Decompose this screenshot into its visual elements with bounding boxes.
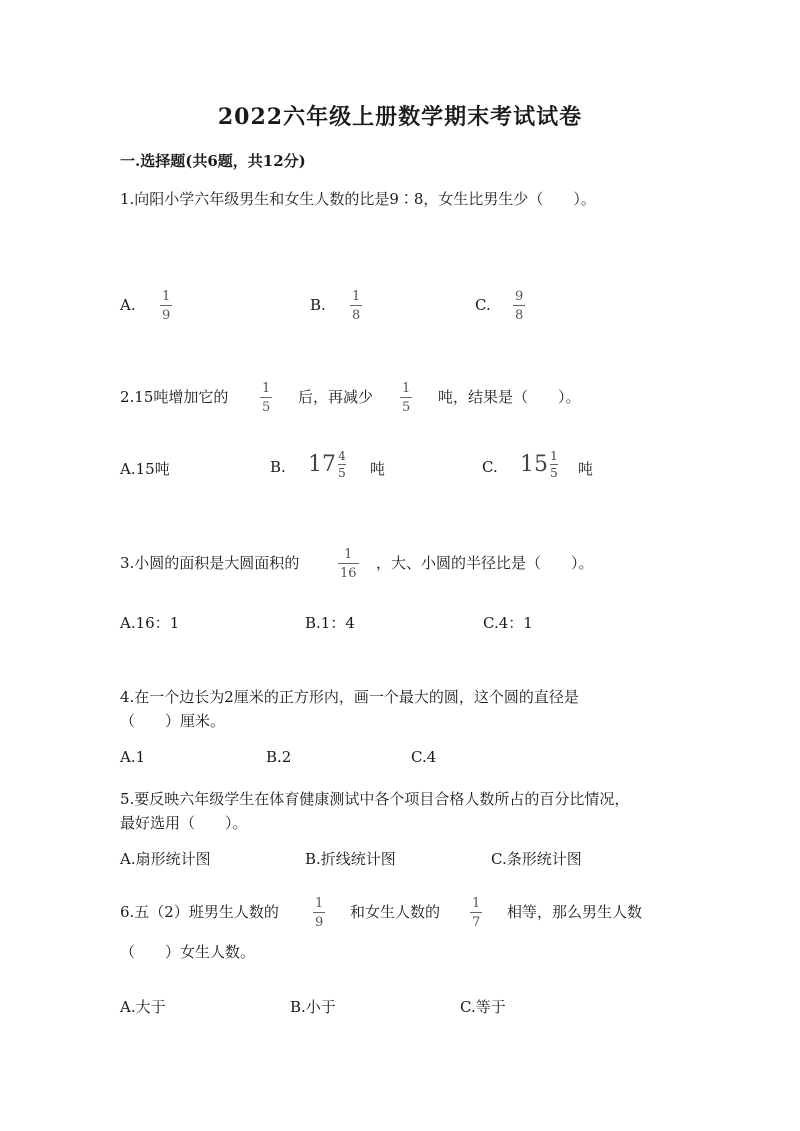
question-6-stem-line-2: （ ）女生人数。	[120, 943, 256, 961]
q6-fraction-2	[470, 897, 482, 929]
denominator: 8	[515, 308, 524, 323]
question-5-stem-line-1: 5.要反映六年级学生在体育健康测试中各个项目合格人数所占的百分比情况，	[120, 790, 630, 808]
numerator: 1	[550, 449, 558, 463]
numerator: 1	[262, 381, 271, 396]
question-2-stem-start: 2.15吨增加它的	[120, 388, 229, 406]
q2-fraction-2	[400, 382, 412, 414]
question-3-stem-start: 3.小圆的面积是大圆面积的	[120, 554, 300, 572]
denominator: 5	[338, 466, 346, 480]
q2-option-b-label[interactable]: B.	[270, 458, 286, 476]
q5-option-b[interactable]: B.折线统计图	[305, 850, 396, 868]
fraction-part	[550, 450, 558, 479]
denominator: 5	[550, 466, 558, 480]
q2-option-b-unit: 吨	[370, 460, 386, 478]
q2-option-c-unit: 吨	[578, 460, 594, 478]
denominator: 7	[472, 915, 481, 930]
numerator: 1	[352, 289, 361, 304]
question-4-stem-line-1: 4.在一个边长为2厘米的正方形内，画一个最大的圆，这个圆的直径是	[120, 688, 579, 706]
q1-option-c-label[interactable]: C.	[475, 296, 491, 314]
whole-part: 17	[308, 452, 336, 477]
question-2-stem-end: 吨，结果是（ ）。	[438, 388, 581, 406]
q1-option-b-fraction[interactable]	[350, 290, 362, 322]
q6-option-c[interactable]: C.等于	[460, 998, 506, 1016]
question-3-stem-end: ，大、小圆的半径比是（ ）。	[376, 554, 594, 572]
q5-option-c[interactable]: C.条形统计图	[491, 850, 582, 868]
q4-option-b[interactable]: B.2	[266, 748, 292, 766]
numerator: 1	[344, 547, 353, 562]
q5-option-a[interactable]: A.扇形统计图	[120, 850, 211, 868]
q1-option-c-fraction[interactable]	[513, 290, 525, 322]
question-6-stem-start: 6.五（2）班男生人数的	[120, 903, 279, 921]
q6-option-b[interactable]: B.小于	[290, 998, 336, 1016]
question-5-stem-line-2: 最好选用（ ）。	[120, 814, 248, 832]
denominator: 5	[262, 400, 271, 415]
q2-option-c-mixed-number[interactable]	[520, 450, 558, 479]
q2-option-c-label[interactable]: C.	[482, 458, 498, 476]
whole-part: 15	[520, 452, 548, 477]
question-6-stem-end: 相等，那么男生人数	[507, 903, 643, 921]
q3-fraction	[338, 548, 359, 580]
q3-option-b[interactable]: B.1：4	[305, 614, 355, 632]
q4-option-a[interactable]: A.1	[120, 748, 146, 766]
q6-fraction-1	[313, 897, 325, 929]
page-title: 2022六年级上册数学期末考试试卷	[217, 104, 583, 130]
q6-option-a[interactable]: A.大于	[120, 998, 166, 1016]
q1-option-a-fraction[interactable]	[160, 290, 172, 322]
section-heading: 一.选择题(共6题，共12分)	[120, 152, 306, 170]
q2-option-a[interactable]: A.15吨	[120, 460, 170, 478]
q4-option-c[interactable]: C.4	[411, 748, 437, 766]
question-6-stem-middle: 和女生人数的	[350, 903, 441, 921]
numerator: 1	[162, 289, 171, 304]
numerator: 1	[472, 896, 481, 911]
denominator: 9	[162, 308, 171, 323]
question-1-stem: 1.向阳小学六年级男生和女生人数的比是9∶8，女生比男生少（ ）。	[120, 190, 596, 208]
q2-fraction-1	[260, 382, 272, 414]
question-2-stem-middle: 后，再减少	[298, 388, 374, 406]
denominator: 5	[402, 400, 411, 415]
q3-option-a[interactable]: A.16：1	[120, 614, 180, 632]
numerator: 1	[402, 381, 411, 396]
numerator: 9	[515, 289, 524, 304]
q2-option-b-mixed-number[interactable]	[308, 450, 346, 479]
denominator: 8	[352, 308, 361, 323]
fraction-part	[338, 450, 346, 479]
q3-option-c[interactable]: C.4：1	[483, 614, 533, 632]
q1-option-a-label[interactable]: A.	[120, 296, 136, 314]
question-4-stem-line-2: （ ）厘米。	[120, 712, 226, 730]
denominator: 9	[315, 915, 324, 930]
denominator: 16	[340, 566, 357, 581]
q1-option-b-label[interactable]: B.	[310, 296, 326, 314]
numerator: 1	[315, 896, 324, 911]
numerator: 4	[338, 449, 346, 463]
